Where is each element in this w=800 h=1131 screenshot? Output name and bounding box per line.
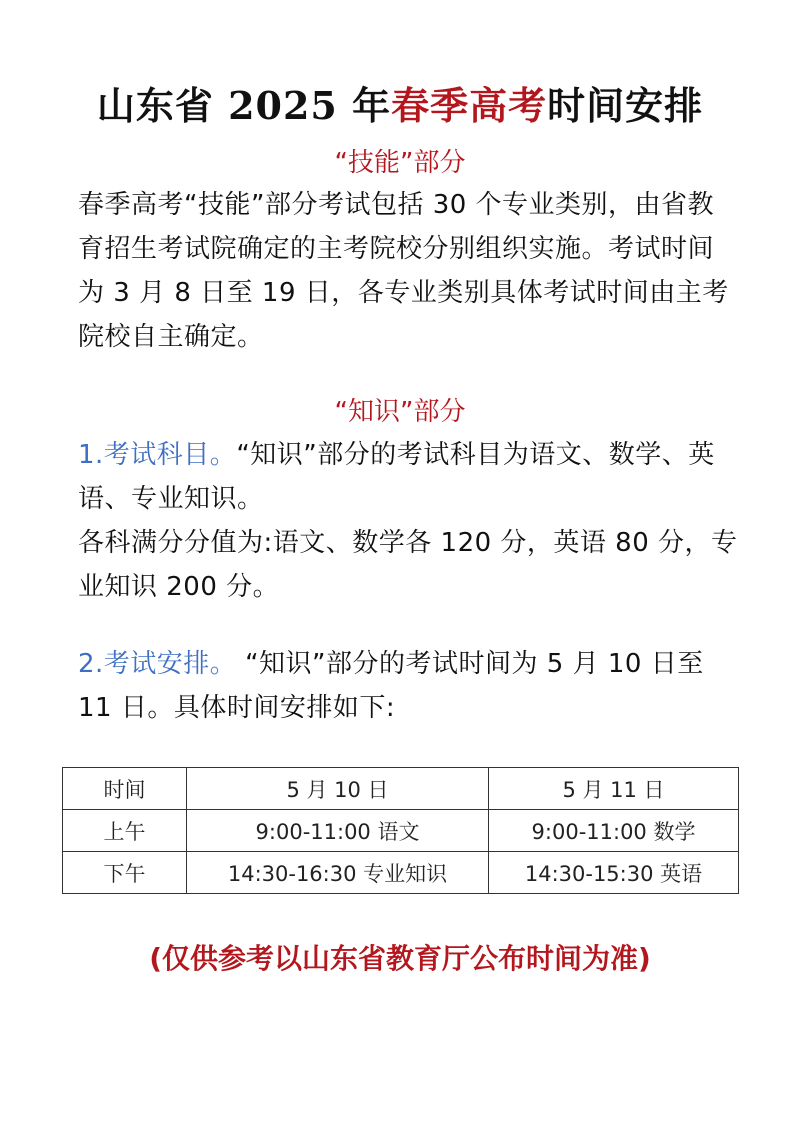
morning-may-10: 9:00-11:00 语文 [187,810,489,852]
arrangement-line [78,642,738,730]
knowledge-arrangement [78,642,738,730]
table-row [63,852,739,894]
header-may-11: 5 月 11 日 [489,768,739,810]
disclaimer-note: (仅供参考以山东省教育厅公布时间为准) [149,942,651,975]
afternoon-may-11: 14:30-15:30 英语 [489,852,739,894]
header-may-10: 5 月 10 日 [187,768,489,810]
morning-may-11: 9:00-11:00 数学 [489,810,739,852]
knowledge-subjects [78,433,738,609]
row-afternoon-label: 下午 [63,852,187,894]
header-time: 时间 [63,768,187,810]
item1-text: “知识”部分的考试科目为语文、数学、英语、专业知识。 [78,440,715,514]
skills-body: 春季高考“技能”部分考试包括 30 个专业类别，由省教育招生考试院确定的主考院校分别组织实施。考试时间为 3 月 8 日至 19 日，各专业类别具体考试时间由主考院校自主确定。 [78,190,729,352]
title-highlight: 春季高考 [391,83,548,128]
subjects-line [78,433,738,521]
item2-text: “知识”部分的考试时间为 5 月 10 日至 11 日。具体时间安排如下: [78,649,704,723]
afternoon-may-10: 14:30-16:30 专业知识 [187,852,489,894]
schedule-table [62,767,739,894]
table-row [63,810,739,852]
title-prefix: 山东省 2025 年 [96,83,392,128]
title-suffix: 时间安排 [547,83,704,128]
skills-heading: “技能”部分 [334,148,466,178]
skills-paragraph [78,183,738,359]
scores-line: 各科满分分值为:语文、数学各 120 分，英语 80 分，专业知识 200 分。 [78,528,738,602]
knowledge-heading: “知识”部分 [334,397,466,427]
page-title [0,82,800,130]
item1-label: 1.考试科目。 [78,440,237,470]
table-header-row [63,768,739,810]
row-morning-label: 上午 [63,810,187,852]
item2-label: 2.考试安排。 [78,649,237,679]
